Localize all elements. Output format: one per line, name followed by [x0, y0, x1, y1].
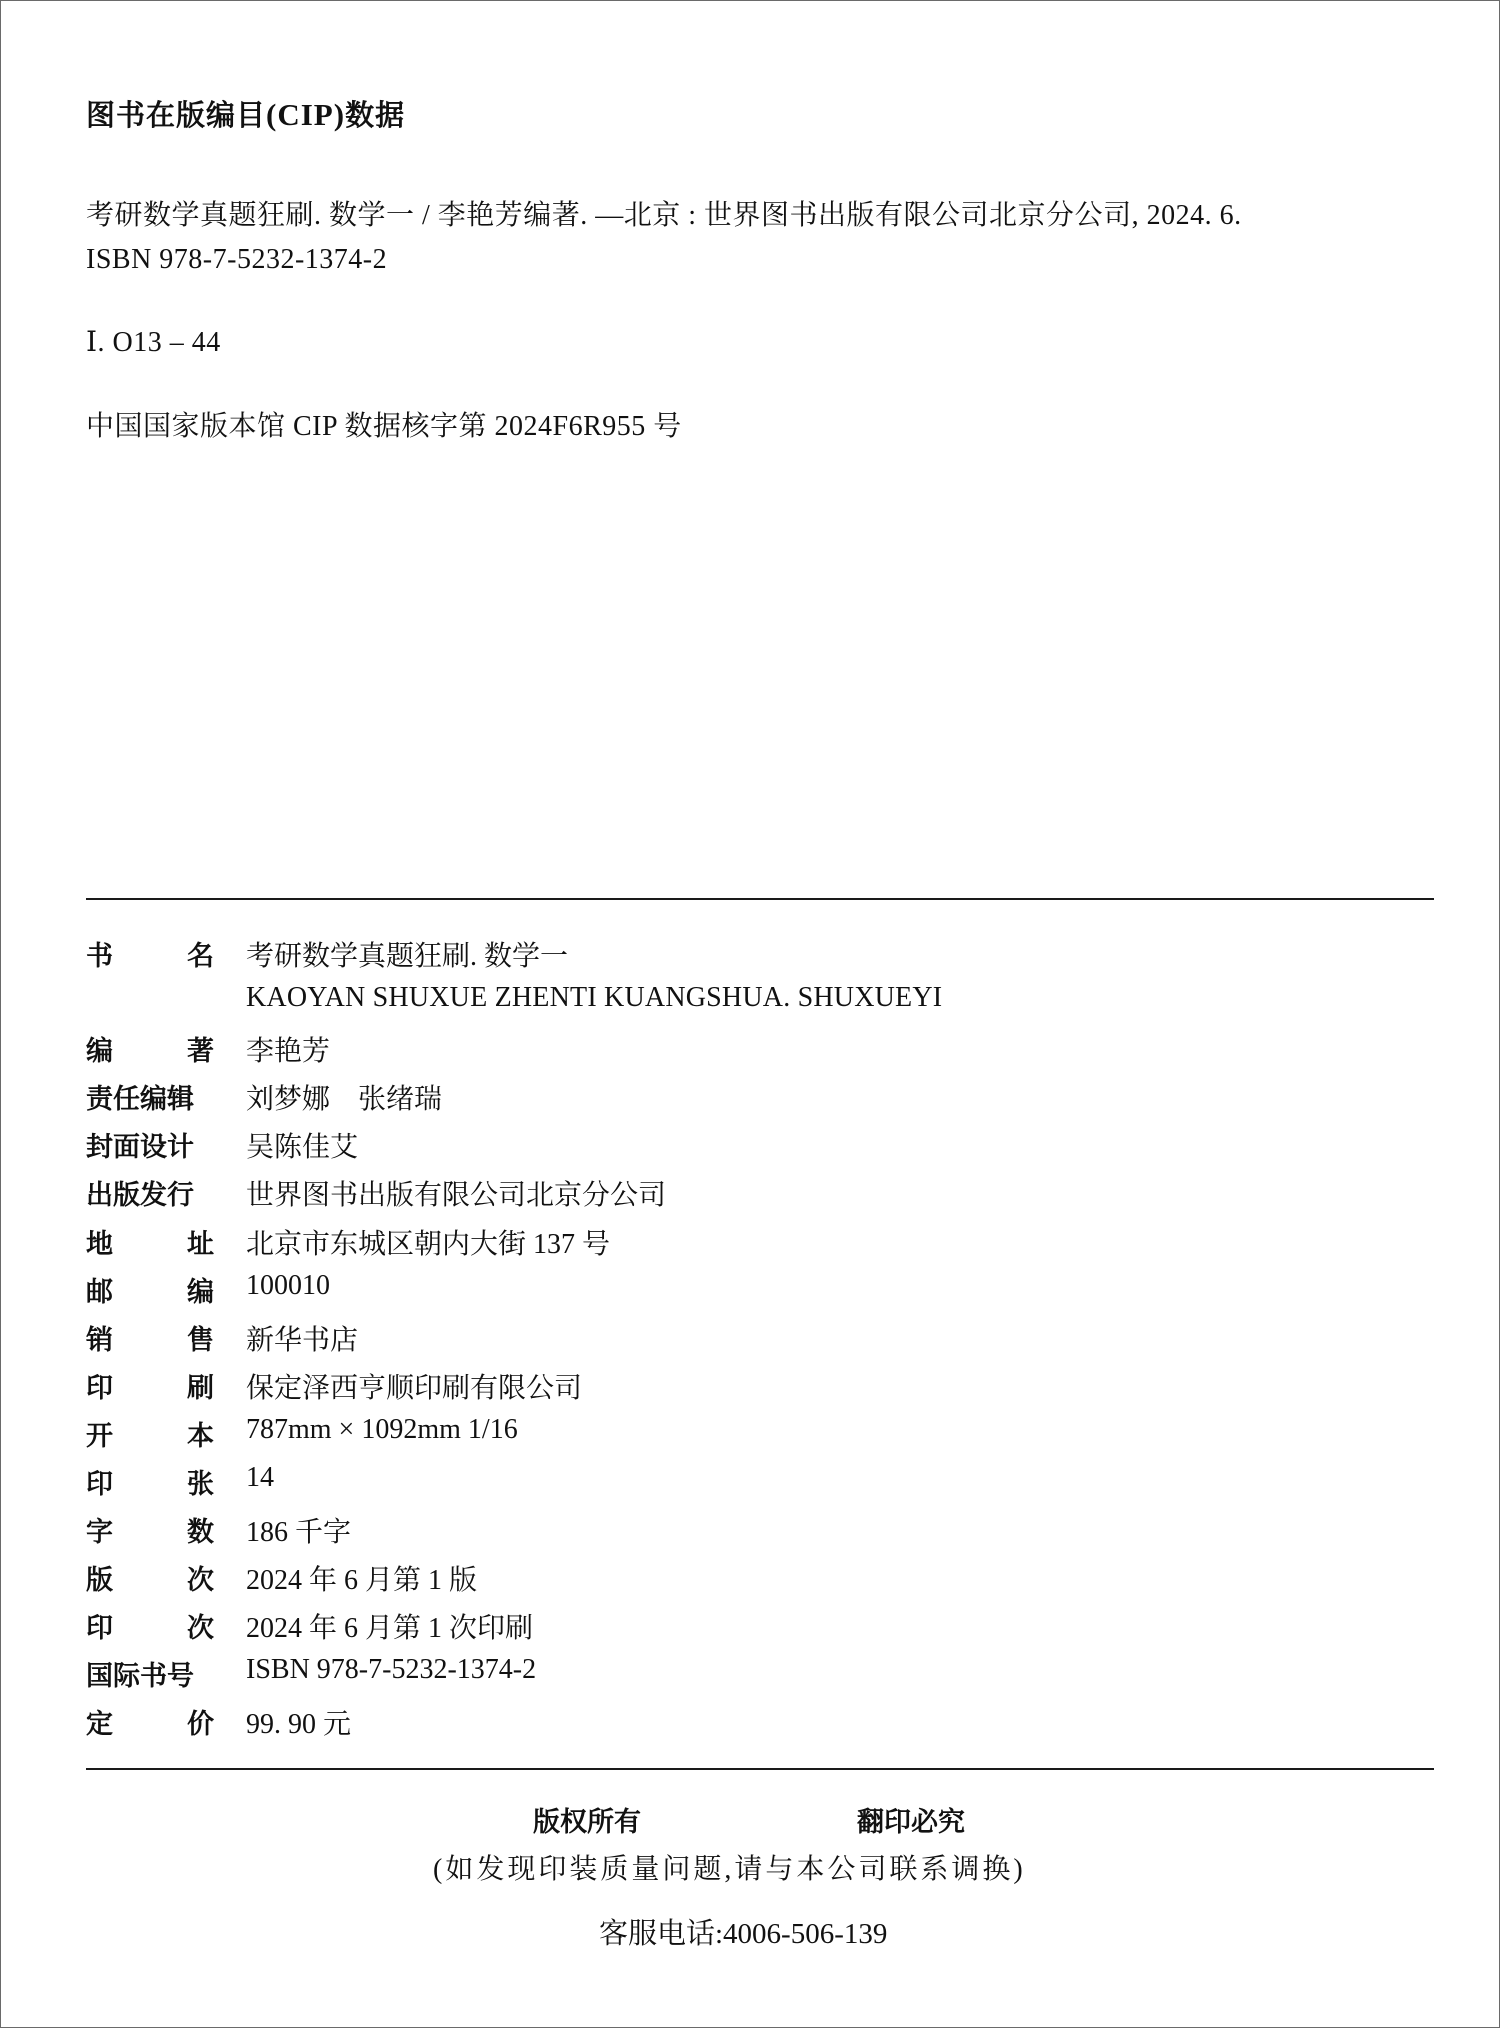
cip-approval-line: 中国国家版本馆 CIP 数据核字第 2024F6R955 号: [86, 411, 682, 442]
info-label: 国际书号: [86, 1661, 194, 1692]
info-value: 99. 90 元: [246, 1709, 352, 1740]
divider-bottom: [86, 1768, 1434, 1770]
info-label: 责任编辑: [86, 1084, 194, 1115]
info-value: 100010: [246, 1270, 330, 1301]
piracy-warning: 翻印必究: [857, 1807, 965, 1838]
cip-record-line: 考研数学真题狂刷. 数学一 / 李艳芳编著. —北京 : 世界图书出版有限公司北京分公司, 2024. 6.: [86, 200, 1242, 231]
info-label: 印 次: [86, 1613, 214, 1644]
customer-service-hotline: 客服电话:4006-506-139: [599, 1918, 888, 1950]
cip-title-paren: (CIP): [266, 97, 346, 132]
info-value: 考研数学真题狂刷. 数学一: [246, 941, 569, 972]
cip-isbn-line: ISBN 978-7-5232-1374-2: [86, 244, 388, 275]
info-label: 开 本: [86, 1421, 214, 1452]
info-label: 编 著: [86, 1036, 214, 1067]
info-value: 吴陈佳艾: [246, 1132, 359, 1163]
info-label: 字 数: [86, 1517, 214, 1548]
cip-classification: Ⅰ. O13 – 44: [86, 327, 221, 358]
info-label: 封面设计: [86, 1132, 194, 1163]
info-label: 邮 编: [86, 1277, 214, 1308]
divider-top: [86, 898, 1434, 900]
info-label: 出版发行: [86, 1180, 194, 1211]
info-value: 787mm × 1092mm 1/16: [246, 1414, 518, 1445]
info-label: 定 价: [86, 1709, 214, 1740]
info-label: 地 址: [86, 1229, 214, 1260]
info-label: 版 次: [86, 1565, 214, 1596]
rights-reserved: 版权所有: [533, 1807, 641, 1838]
cip-title-suffix: 数据: [345, 98, 406, 132]
info-label: 印 刷: [86, 1373, 214, 1404]
quality-notice: (如发现印装质量问题,请与本公司联系调换): [433, 1854, 1026, 1885]
info-value: 保定泽西亨顺印刷有限公司: [246, 1373, 583, 1404]
info-value: 186 千字: [246, 1517, 352, 1548]
info-value: ISBN 978-7-5232-1374-2: [246, 1654, 537, 1685]
cip-title-prefix: 图书在版编目: [86, 98, 267, 132]
info-value: 世界图书出版有限公司北京分公司: [246, 1180, 667, 1211]
info-label: 印 张: [86, 1469, 214, 1500]
info-value: 14: [246, 1462, 274, 1493]
info-value: 2024 年 6 月第 1 次印刷: [246, 1613, 534, 1644]
info-value: 新华书店: [246, 1325, 359, 1356]
info-label: 销 售: [86, 1325, 214, 1356]
info-value: 2024 年 6 月第 1 版: [246, 1565, 478, 1596]
info-value-pinyin: KAOYAN SHUXUE ZHENTI KUANGSHUA. SHUXUEYI: [246, 982, 943, 1013]
info-value: 北京市东城区朝内大街 137 号: [246, 1229, 611, 1260]
info-value: 李艳芳: [246, 1036, 331, 1067]
cip-title: [86, 93, 405, 134]
info-value: 刘梦娜 张绪瑞: [246, 1084, 443, 1115]
info-label: 书 名: [86, 941, 214, 972]
